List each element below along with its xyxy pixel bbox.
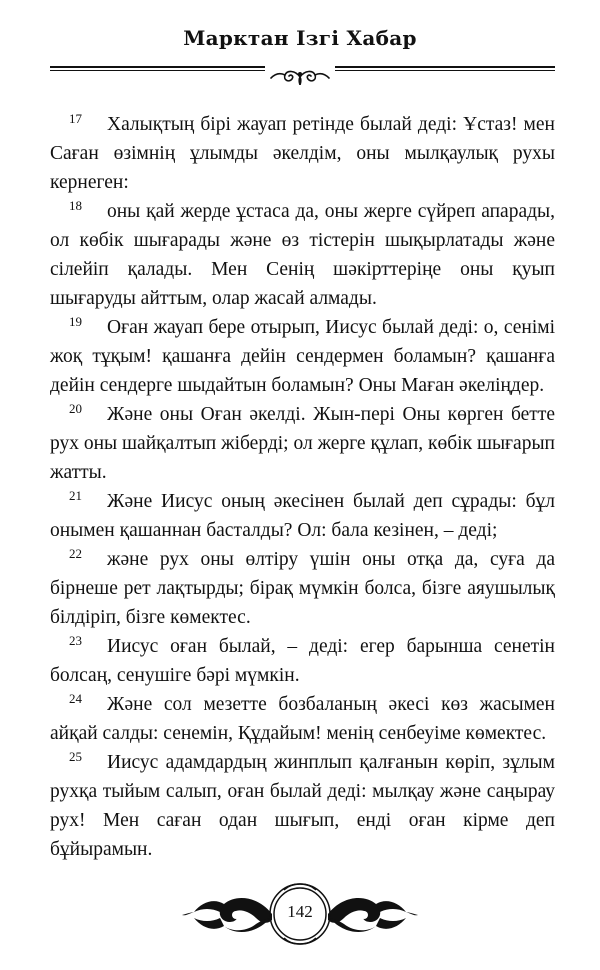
verse <box>50 632 555 690</box>
verse <box>50 313 555 400</box>
verse-text: және рух оны өлтіру үшін оны отқа да, суға да бірнеше рет лақтырды; бірақ мүмкін болса, бізге аяушылық білдіріп, бізге көмектес. <box>50 549 555 628</box>
verse-number: 21 <box>69 488 82 503</box>
chapter-text <box>50 110 555 864</box>
verse-text: Иисус оған былай, – деді: егер барынша сенетін болсаң, сенушіге бәрі мүмкін. <box>50 636 555 686</box>
verse-number: 25 <box>69 749 82 764</box>
running-header-title: Марктан Ізгі Хабар <box>183 26 417 50</box>
ornament-flourish-icon <box>265 66 335 88</box>
verse-number: 18 <box>69 198 82 213</box>
verse-number: 19 <box>69 314 82 329</box>
verse <box>50 690 555 748</box>
verse-text: Халықтың бірі жауап ретінде былай деді: Ұстаз! мен Саған өзімнің ұлымды әкелдім, оны мылқаулық рухы кернеген: <box>50 114 555 193</box>
verse <box>50 748 555 864</box>
verse-number: 20 <box>69 401 82 416</box>
verse <box>50 487 555 545</box>
verse-text: Оған жауап бере отырып, Иисус былай деді: о, сенімі жоқ тұқым! қашанға дейін сендермен боламын? қашанға дейін сендерге шыдайтын боламын? Оны Маған әкеліңдер. <box>50 317 555 396</box>
verse-text: Және сол мезетте бозбаланың әкесі көз жасымен айқай салды: сенемін, Құдайым! менің сенбеуіме көмектес. <box>50 694 555 744</box>
page-number: 142 <box>287 902 313 921</box>
verse-text: Иисус адамдардың жинплып қалғанын көріп, зұлым рухқа тыйым салып, оған былай деді: мылқау және саңырау рух! Мен саған одан шығып, енді оған кірме деп бұйырамын. <box>50 752 555 860</box>
verse-number: 22 <box>69 546 82 561</box>
verse-text: оны қай жерде ұстаса да, оны жерге сүйреп апарады, ол көбік шығарады және өз тістерін шықырлатады және сілейіп қалады. Мен Сенің шәкірттеріңе оны қуып шығаруды айттым, олар жасай алмады. <box>50 201 555 309</box>
verse <box>50 110 555 197</box>
verse <box>50 400 555 487</box>
header-ornament <box>265 66 335 88</box>
verse-text: Және Иисус оның әкесінен былай деп сұрады: бұл онымен қашаннан басталды? Ол: бала кезінен, – деді; <box>50 491 555 541</box>
verse-number: 23 <box>69 633 82 648</box>
verse-text: Және оны Оған әкелді. Жын-пері Оны көрген бетте рух оны шайқалтып жіберді; ол жерге құлап, көбік шығарып жатты. <box>50 404 555 483</box>
verse-number: 24 <box>69 691 82 706</box>
verse <box>50 545 555 632</box>
verse <box>50 197 555 313</box>
footer-ornament <box>180 868 420 958</box>
verse-number: 17 <box>69 111 82 126</box>
